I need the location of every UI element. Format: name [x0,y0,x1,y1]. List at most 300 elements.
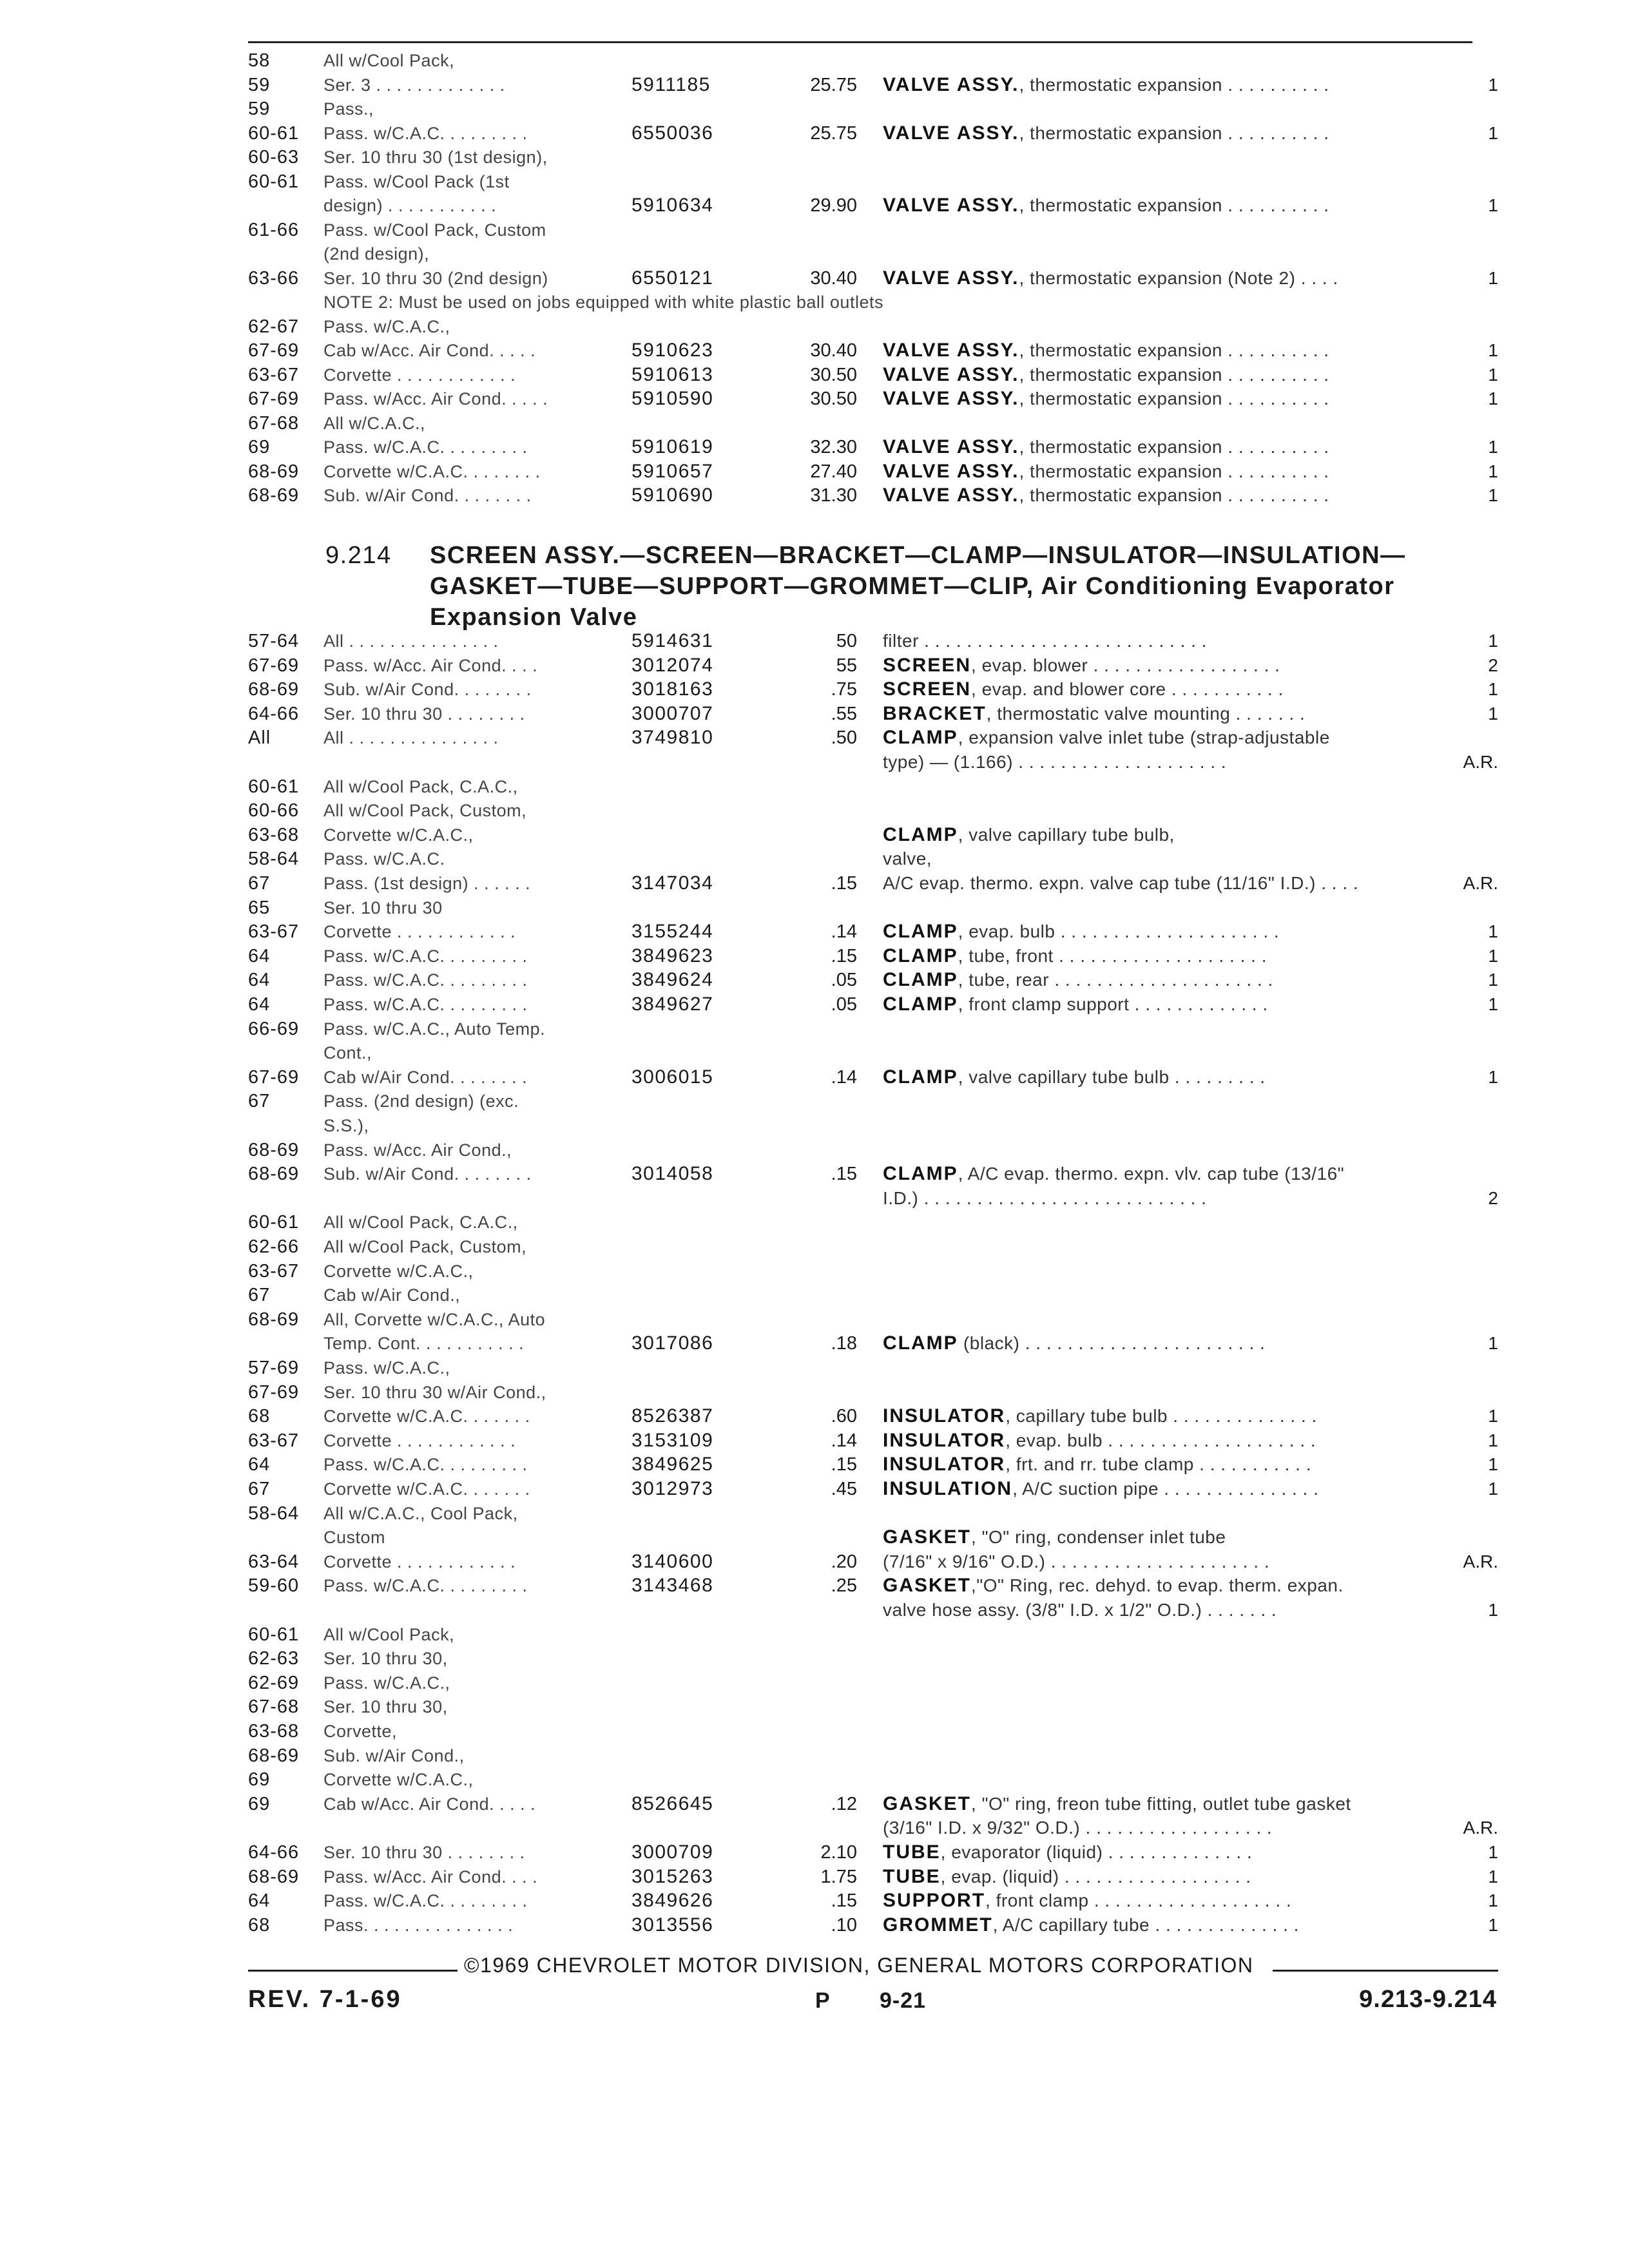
list-price: .55 [831,703,857,724]
quantity: 1 [1488,1914,1498,1935]
list-price: .05 [831,970,857,991]
parts-row [0,1695,1629,1718]
parts-row [0,1841,1629,1864]
description-text: , evap. (liquid) . . . . . . . . . . . . . . . . . . [940,1866,1251,1887]
part-number: 3000709 [631,1841,714,1863]
list-price: .75 [831,679,857,700]
year-range: 60-61 [248,122,300,144]
quantity: 1 [1488,485,1498,505]
model-application: Pass. w/C.A.C., [323,1358,450,1378]
parts-row [0,267,1629,290]
description-text: , "O" ring, condenser inlet tube [971,1527,1226,1548]
year-range: 67-69 [248,655,300,676]
footer-rule-right [1273,1970,1498,1972]
year-range: 67-68 [248,1696,300,1718]
parts-row [0,1453,1629,1476]
list-price: .50 [831,727,857,749]
year-range: 63-68 [248,1721,300,1742]
year-range: 59 [248,74,271,95]
model-application: Pass. w/Cool Pack (1st [323,171,510,191]
year-range: 67-69 [248,1381,300,1403]
part-name: TUBE [883,1841,941,1863]
parts-row [0,1066,1629,1089]
year-range: 61-66 [248,219,300,240]
list-price: 25.75 [810,122,857,144]
description-text: type) — (1.166) . . . . . . . . . . . . . . . . . . . . [883,752,1227,772]
list-price: .12 [831,1793,857,1814]
model-application: Ser. 3 . . . . . . . . . . . . . [323,75,505,95]
parts-row [0,896,1629,919]
footer-rule-left [248,1970,458,1972]
parts-row [0,629,1629,653]
model-application: Corvette w/C.A.C. . . . . . . . [323,461,541,481]
model-application: Corvette . . . . . . . . . . . . [323,1552,516,1571]
model-application: Ser. 10 thru 30 (2nd design) [323,268,548,288]
year-range: 68 [248,1914,271,1936]
quantity: 1 [1488,994,1498,1014]
description-text: valve hose assy. (3/8" I.D. x 1/2" O.D.) . . . . . . . [883,1600,1277,1620]
model-application: Ser. 10 thru 30 . . . . . . . . [323,1843,525,1862]
model-application: Cab w/Acc. Air Cond. . . . . [323,1794,536,1814]
model-application: Pass. w/C.A.C. . . . . . . . . [323,437,528,457]
year-range: All [248,727,271,749]
parts-row [0,194,1629,217]
quantity: 1 [1488,631,1498,651]
description-text: , tube, front . . . . . . . . . . . . . . . . . . . . [958,945,1267,966]
parts-row [0,1235,1629,1258]
year-range: 69 [248,1769,271,1791]
description [883,363,1329,387]
parts-row [0,1405,1629,1428]
description [883,702,1305,726]
year-range: 68-69 [248,1309,300,1330]
description-text: , front clamp support . . . . . . . . . . . . . [958,994,1268,1014]
parts-row [0,339,1629,362]
list-price: .60 [831,1406,857,1427]
year-range: 67 [248,873,271,894]
part-number: 6550036 [631,122,714,144]
description-text: , thermostatic expansion . . . . . . . . . . [1019,122,1329,143]
year-range: 59 [248,99,271,119]
parts-row [0,1550,1629,1573]
description [883,73,1329,97]
model-application: Corvette w/C.A.C., [323,1261,474,1281]
part-name: CLAMP [883,994,958,1015]
parts-row [0,484,1629,507]
parts-row [0,1623,1629,1646]
list-price: 29.90 [810,195,857,216]
parts-row [0,1914,1629,1937]
parts-row [0,1574,1629,1597]
list-price: .20 [831,1551,857,1572]
year-range: 64 [248,994,271,1015]
part-name: GROMMET [883,1914,993,1936]
model-application: Sub. w/Air Cond. . . . . . . . [323,1164,532,1184]
part-name: VALVE ASSY. [883,388,1019,409]
model-application: Pass. w/C.A.C. . . . . . . . . [323,970,528,990]
part-name: SCREEN [883,654,972,676]
part-number: 5910619 [631,436,714,457]
quantity: 1 [1488,703,1498,724]
description [883,1477,1318,1501]
year-range: 69 [248,1793,271,1814]
part-name: SCREEN [883,678,972,700]
model-application: (2nd design), [323,244,430,264]
parts-row [0,49,1629,72]
model-application: Corvette w/C.A.C., [323,1770,474,1790]
model-application: Pass. w/C.A.C. . . . . . . . . [323,1576,528,1596]
parts-row [0,146,1629,169]
footer-revision: REV. 7-1-69 [248,1986,402,2013]
model-application: Cab w/Acc. Air Cond. . . . . [323,341,536,360]
year-range: 67 [248,1479,271,1499]
footer-page-number: 9-21 [880,1988,927,2013]
parts-row [0,1889,1629,1912]
list-price: 27.40 [810,461,857,482]
list-price: .25 [831,1575,857,1597]
year-range: 68-69 [248,1866,300,1887]
parts-row [0,1768,1629,1791]
list-price: .05 [831,994,857,1015]
description [883,1865,1251,1888]
year-range: 67 [248,1285,271,1306]
model-application: Cab w/Air Cond. . . . . . . . [323,1067,528,1087]
parts-row [0,122,1629,145]
parts-row [0,1599,1629,1622]
part-name: VALVE ASSY. [883,436,1019,457]
year-range: 60-61 [248,171,300,192]
part-number: 8526387 [631,1405,714,1427]
parts-row [0,872,1629,895]
year-range: 62-63 [248,1648,300,1669]
model-application: Sub. w/Air Cond., [323,1745,465,1765]
year-range: 63-68 [248,824,300,845]
model-application: Pass. w/C.A.C. [323,849,445,869]
model-application: Pass. w/C.A.C. . . . . . . . . [323,946,528,966]
description [883,1429,1316,1452]
list-price: .15 [831,1890,857,1912]
quantity: 2 [1488,1187,1498,1208]
year-range: 66-69 [248,1018,300,1039]
quantity: 1 [1488,921,1498,942]
list-price: .15 [831,873,857,894]
part-name: CLAMP [883,1066,958,1088]
parts-row [0,1429,1629,1452]
description [883,1889,1291,1912]
description-text: , tube, rear . . . . . . . . . . . . . . . . . . . . . [958,970,1273,990]
description-text: (7/16" x 9/16" O.D.) . . . . . . . . . . . . . . . . . . . . . [883,1551,1270,1571]
parts-row [0,315,1629,338]
parts-row [0,1162,1629,1186]
description-text: I.D.) . . . . . . . . . . . . . . . . . . . . . . . . . . . [883,1187,1207,1208]
year-range: 64-66 [248,1842,300,1863]
part-name: VALVE ASSY. [883,195,1019,216]
description-text: filter . . . . . . . . . . . . . . . . . . . . . . . . . . . [883,631,1207,651]
year-range: 67-68 [248,412,300,434]
part-name: CLAMP [883,823,958,845]
quantity: 1 [1488,1430,1498,1450]
top-rule [248,41,1472,43]
parts-row [0,1090,1629,1113]
list-price: 50 [836,631,857,651]
year-range: 65 [248,897,271,918]
year-range: 57-64 [248,631,300,651]
description-text: , valve capillary tube bulb, [958,824,1175,845]
parts-row [0,1139,1629,1162]
year-range: 64 [248,945,271,966]
description-text: , thermostatic expansion . . . . . . . . . . [1019,389,1329,408]
parts-row [0,242,1629,265]
part-number: 5910657 [631,460,714,482]
parts-row [0,291,1629,314]
part-number: 3140600 [631,1550,714,1572]
year-range: 58-64 [248,1503,300,1524]
model-application: Corvette . . . . . . . . . . . . [323,1430,516,1450]
description-text: , "O" ring, freon tube fitting, outlet tube gasket [971,1793,1351,1814]
parts-row [0,847,1629,870]
description-text: , A/C suction pipe . . . . . . . . . . . . . . . [1012,1479,1319,1499]
model-application: Pass. w/Cool Pack, Custom [323,220,546,240]
description-text: , thermostatic expansion . . . . . . . . . . [1019,461,1329,481]
model-application: Corvette, [323,1722,398,1741]
quantity: 1 [1488,340,1498,360]
description-text: , thermostatic expansion . . . . . . . . . . [1019,485,1329,505]
part-number: 3012973 [631,1478,714,1499]
model-application: Pass. w/C.A.C. . . . . . . . . [323,1455,528,1475]
part-name: INSULATOR [883,1405,1006,1427]
list-price: 32.30 [810,437,857,457]
list-price: 25.75 [810,74,857,95]
model-application: Sub. w/Air Cond. . . . . . . . [323,486,532,505]
description-text: , evap. and blower core . . . . . . . . . . . [971,679,1284,700]
description [883,1550,1269,1573]
list-price: 30.50 [810,389,857,409]
parts-row [0,1041,1629,1064]
parts-row [0,993,1629,1016]
model-application: All w/Cool Pack, [323,51,455,70]
description-text: , capillary tube bulb . . . . . . . . . . . . . . [1005,1406,1317,1427]
description [883,1574,1344,1597]
parts-row [0,73,1629,97]
model-application: Pass. w/C.A.C. . . . . . . . . [323,123,528,143]
part-number: 5910623 [631,340,714,361]
year-range: 64-66 [248,703,300,724]
model-application: Pass. w/C.A.C., [323,316,450,336]
quantity: 1 [1488,1890,1498,1911]
part-name: INSULATION [883,1478,1013,1499]
list-price: .15 [831,1164,857,1185]
model-application: All w/Cool Pack, C.A.C., [323,776,518,796]
footer-p: P [815,1988,830,2013]
model-application: All w/Cool Pack, C.A.C., [323,1213,518,1233]
description [883,872,1358,895]
model-application: Sub. w/Air Cond. . . . . . . . [323,680,532,700]
part-number: 8526645 [631,1792,714,1814]
description [883,968,1273,992]
parts-row [0,1526,1629,1549]
parts-row [0,218,1629,242]
model-application: Pass. w/C.A.C., [323,1673,450,1693]
list-price: 30.50 [810,364,857,385]
quantity: 1 [1488,195,1498,215]
parts-row [0,1502,1629,1525]
description [883,1841,1252,1864]
description-text: , evap. bulb . . . . . . . . . . . . . . . . . . . . . [958,921,1280,942]
description [883,823,1175,847]
description-text: ,"O" Ring, rec. dehyd. to evap. therm. expan. [971,1575,1344,1596]
list-price: .15 [831,945,857,966]
part-name: SUPPORT [883,1890,986,1912]
part-name: GASKET [883,1526,972,1548]
part-number: 3849626 [631,1890,714,1912]
quantity: 1 [1488,945,1498,966]
parts-row [0,1865,1629,1888]
description [883,1187,1206,1210]
part-name: CLAMP [883,921,958,943]
description [883,726,1330,749]
model-application: Ser. 10 thru 30 [323,898,443,918]
part-number: 3849627 [631,994,714,1015]
part-number: 3013556 [631,1914,714,1936]
model-application: All, Corvette w/C.A.C., Auto [323,1309,546,1329]
model-application: All . . . . . . . . . . . . . . . [323,728,499,748]
part-name: VALVE ASSY. [883,485,1019,506]
part-number: 5914631 [631,630,714,651]
part-name: VALVE ASSY. [883,340,1019,361]
quantity: 2 [1488,655,1498,675]
quantity: 1 [1488,389,1498,408]
description-text: (black) . . . . . . . . . . . . . . . . . . . . . . . [958,1333,1266,1354]
part-name: VALVE ASSY. [883,267,1019,289]
parts-row [0,945,1629,968]
model-application: Pass., [323,99,374,119]
parts-row [0,823,1629,847]
year-range: 58 [248,50,271,71]
parts-row [0,678,1629,701]
model-application: All w/Cool Pack, Custom, [323,801,527,821]
part-number: 3849624 [631,969,714,991]
description-text: , thermostatic expansion . . . . . . . . . . [1019,340,1329,360]
quantity: 1 [1488,267,1498,288]
year-range: 68-69 [248,1745,300,1766]
parts-row [0,1381,1629,1404]
parts-row [0,799,1629,822]
year-range: 69 [248,437,271,457]
model-application: Pass. w/C.A.C. . . . . . . . . [323,995,528,1014]
part-number: 3147034 [631,872,714,894]
year-range: 63-64 [248,1551,300,1572]
description-text: , frt. and rr. tube clamp . . . . . . . . . . . [1005,1454,1312,1475]
part-number: 5910634 [631,195,714,216]
description-text: , thermostatic expansion . . . . . . . . . . [1019,195,1329,215]
model-application: Ser. 10 thru 30 (1st design), [323,148,548,167]
model-application: NOTE 2: Must be used on jobs equipped with white plastic ball outlets [323,293,883,312]
parts-row [0,1720,1629,1743]
part-name: GASKET [883,1575,972,1597]
description [883,460,1329,483]
part-number: 3155244 [631,921,714,943]
year-range: 63-66 [248,267,300,289]
year-range: 68 [248,1406,271,1427]
description [883,1792,1351,1816]
description [883,387,1329,410]
part-number: 3017086 [631,1332,714,1354]
model-application: design) . . . . . . . . . . . [323,196,497,215]
part-number: 3849623 [631,945,714,966]
year-range: 63-67 [248,921,300,943]
list-price: .14 [831,1430,857,1451]
part-name: CLAMP [883,945,958,966]
model-application: Corvette w/C.A.C. . . . . . . [323,1407,530,1427]
description [883,1599,1277,1622]
part-number: 3012074 [631,654,714,676]
year-range: 67-69 [248,340,300,361]
parts-row [0,1308,1629,1331]
model-application: All w/C.A.C., Cool Pack, [323,1503,518,1523]
model-application: Cab w/Air Cond., [323,1285,461,1305]
year-range: 68-69 [248,1164,300,1185]
model-application: Pass. w/C.A.C. . . . . . . . . [323,1891,528,1911]
parts-row [0,751,1629,774]
model-application: Pass. w/Acc. Air Cond., [323,1140,512,1160]
parts-row [0,387,1629,410]
description-text: , expansion valve inlet tube (strap-adjustable [958,727,1330,748]
quantity: 1 [1488,1333,1498,1354]
description [883,847,932,870]
section-number: 9.214 [325,542,392,569]
footer-section-range: 9.213-9.214 [1359,1986,1497,2013]
quantity: 1 [1488,1406,1498,1427]
year-range: 62-67 [248,316,300,337]
year-range: 60-63 [248,147,300,168]
parts-row [0,363,1629,387]
model-application: Pass. w/Acc. Air Cond. . . . . [323,389,548,408]
description [883,629,1207,653]
description-text: , A/C evap. thermo. expn. vlv. cap tube (13/16" [958,1164,1345,1184]
model-application: Corvette . . . . . . . . . . . . [323,922,516,942]
description-text: , thermostatic expansion . . . . . . . . . . [1019,364,1329,385]
year-range: 57-69 [248,1358,300,1378]
description [883,267,1338,290]
description-text: valve, [883,849,932,869]
year-range: 58-64 [248,849,300,870]
quantity: 1 [1488,970,1498,990]
quantity: 1 [1488,74,1498,95]
model-application: Corvette w/C.A.C. . . . . . . [323,1479,530,1499]
year-range: 67-69 [248,1066,300,1088]
description [883,1332,1265,1355]
parts-row [0,1114,1629,1137]
list-price: 30.40 [810,340,857,361]
part-name: TUBE [883,1865,941,1887]
part-number: 3018163 [631,678,714,700]
year-range: 60-66 [248,800,300,822]
model-application: Pass. w/Acc. Air Cond. . . . [323,1867,538,1887]
model-application: Ser. 10 thru 30 . . . . . . . . [323,704,525,724]
list-price: .10 [831,1914,857,1936]
parts-row [0,412,1629,435]
description [883,678,1284,701]
parts-row [0,775,1629,798]
parts-row [0,170,1629,193]
year-range: 64 [248,970,271,991]
list-price: 1.75 [820,1866,857,1887]
description [883,1816,1272,1840]
quantity: 1 [1488,1842,1498,1862]
year-range: 62-66 [248,1236,300,1257]
model-application: Pass. (1st design) . . . . . . [323,874,531,893]
model-application: S.S.), [323,1116,369,1135]
